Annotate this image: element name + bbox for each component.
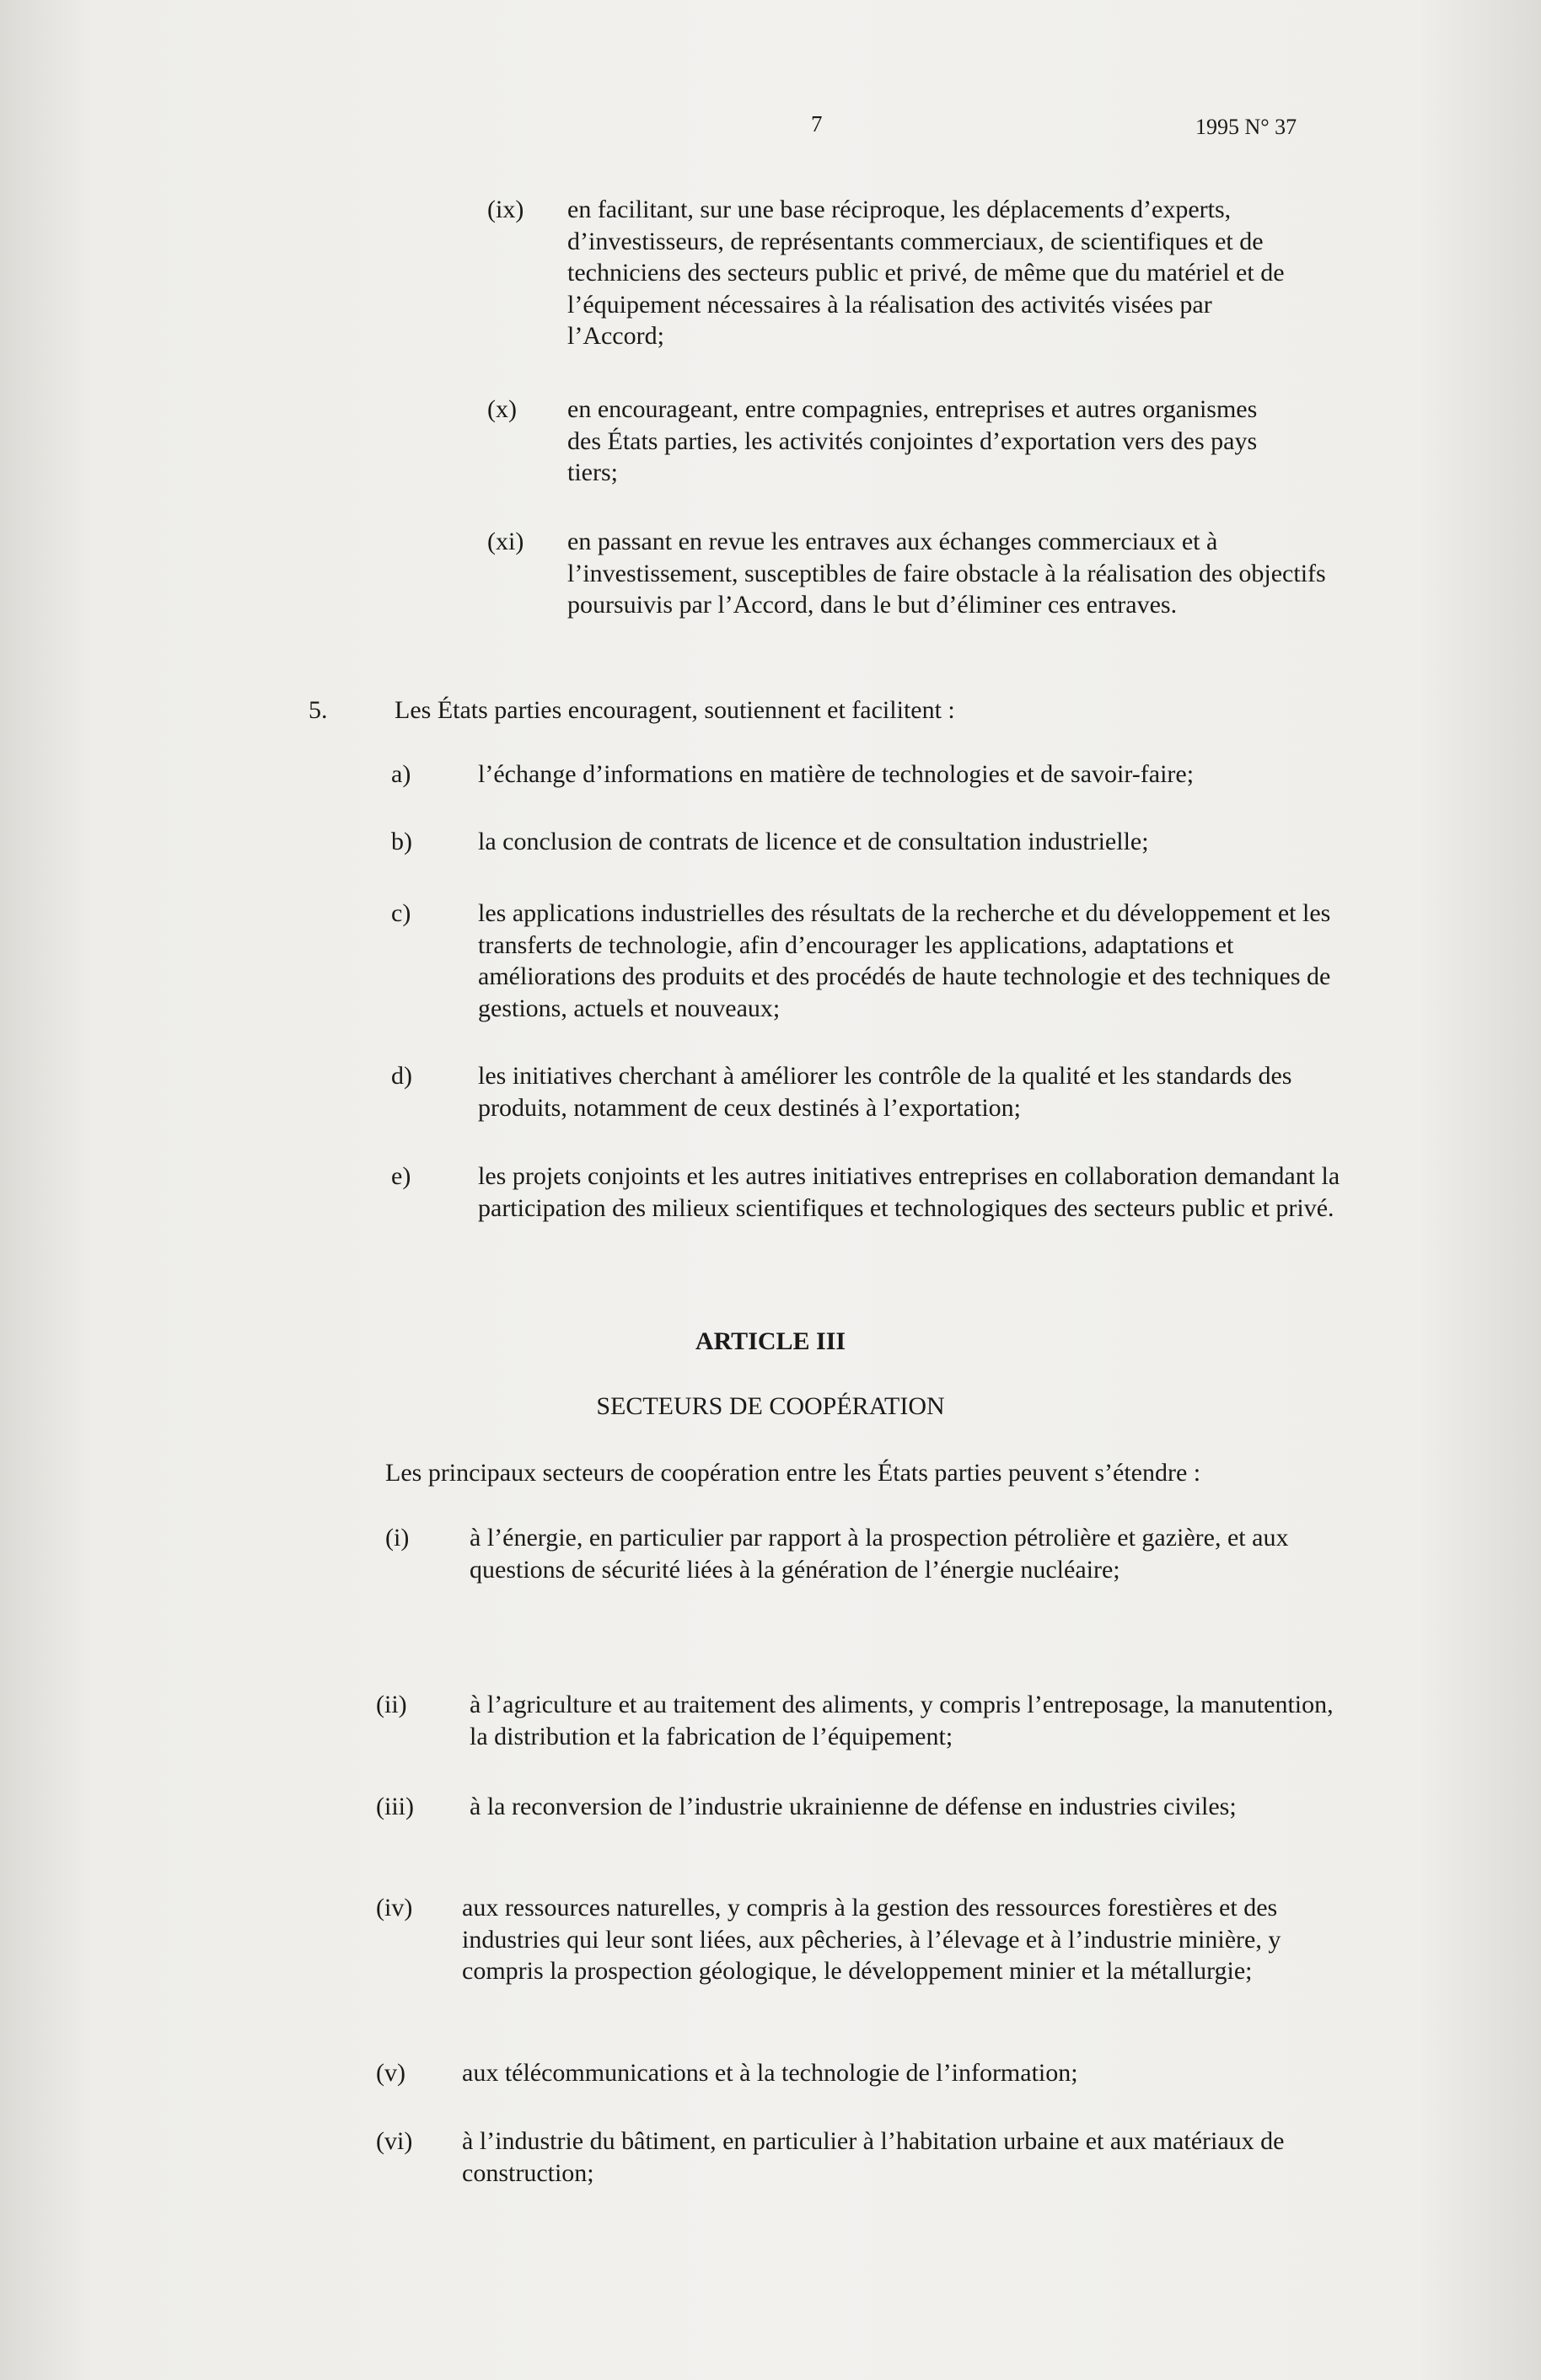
item-label: (ii): [376, 1691, 407, 1718]
paragraph-text: Les États parties encouragent, soutiennent et facilitent :: [395, 696, 955, 724]
item-label: (iv): [376, 1894, 413, 1922]
item-text: en passant en revue les entraves aux échanges commerciaux et à l’investissement, susceptibles de faire obstacle à la réalisation des objectifs poursuivis par l’Accord, dans le but d’éliminer ces entraves.: [567, 528, 1326, 619]
item-label: (v): [376, 2059, 405, 2087]
item-text: aux ressources naturelles, y compris à la gestion des ressources forestières et des industries qui leur sont liées, aux pêcheries, à l’élevage et à l’industrie minière, y compris la prospection géologique, le développement minier et la métallurgie;: [462, 1894, 1281, 1985]
item-text: à la reconversion de l’industrie ukrainienne de défense en industries civiles;: [470, 1793, 1237, 1820]
item-text: à l’industrie du bâtiment, en particulier à l’habitation urbaine et aux matériaux de construction;: [462, 2127, 1285, 2187]
item-label: (i): [385, 1524, 410, 1552]
item-label: (xi): [487, 528, 524, 555]
paragraph-number: 5.: [309, 696, 328, 724]
article-title: ARTICLE III: [695, 1327, 846, 1355]
item-text: les projets conjoints et les autres initiatives entreprises en collaboration demandant la participation des milieux scientifiques et technologiques des secteurs public et privé.: [478, 1162, 1340, 1222]
article-subtitle: SECTEURS DE COOPÉRATION: [596, 1392, 945, 1420]
item-text: les applications industrielles des résultats de la recherche et du développement et les transferts de technologie, afin d’encourager les applications, adaptations et améliorations des produits et des procédés de haute technologie et des techniques de gestions, actuels et nouveaux;: [478, 899, 1331, 1022]
item-label: c): [391, 899, 411, 927]
item-text: la conclusion de contrats de licence et de consultation industrielle;: [478, 828, 1149, 855]
item-label: (ix): [487, 196, 524, 223]
page-number: 7: [811, 111, 823, 137]
item-text: à l’agriculture et au traitement des aliments, y compris l’entreposage, la manutention, la distribution et la fabrication de l’équipement;: [470, 1691, 1334, 1750]
item-text: l’échange d’informations en matière de technologies et de savoir-faire;: [478, 760, 1195, 788]
item-text: aux télécommunications et à la technologie de l’information;: [462, 2059, 1078, 2087]
item-label: (x): [487, 395, 517, 423]
item-label: d): [391, 1062, 412, 1090]
item-label: (iii): [376, 1793, 414, 1820]
article-intro: Les principaux secteurs de coopération entre les États parties peuvent s’étendre :: [385, 1459, 1201, 1487]
item-text: en encourageant, entre compagnies, entreprises et autres organismes des États parties, les activités conjointes d’exportation vers des pays tiers;: [567, 395, 1258, 486]
item-text: en facilitant, sur une base réciproque, les déplacements d’experts, d’investisseurs, de représentants commerciaux, de scientifiques et de techniciens des secteurs public et privé, de même que du matériel et de l’équipement nécessaires à la réalisation des activités visées par l’Accord;: [567, 196, 1285, 350]
item-text: les initiatives cherchant à améliorer les contrôle de la qualité et les standards des produits, notamment de ceux destinés à l’exportation;: [478, 1062, 1292, 1122]
item-text: à l’énergie, en particulier par rapport à la prospection pétrolière et gazière, et aux questions de sécurité liées à la génération de l’énergie nucléaire;: [470, 1524, 1289, 1584]
item-label: a): [391, 760, 411, 788]
item-label: e): [391, 1162, 411, 1190]
item-label: b): [391, 828, 412, 855]
item-label: (vi): [376, 2127, 413, 2155]
document-reference: 1995 N° 37: [1195, 115, 1297, 139]
